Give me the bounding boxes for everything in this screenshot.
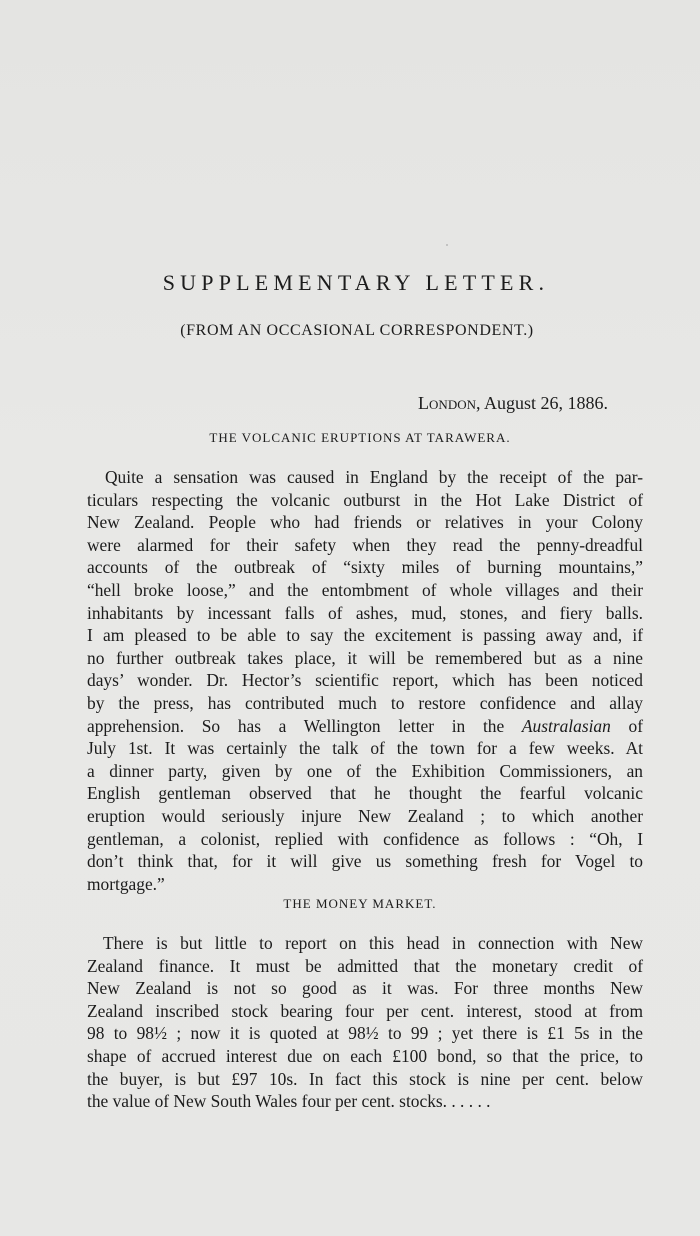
dateline-place: London, — [418, 393, 481, 413]
text-line: inhabitants by incessant falls of ashes, mud, stones, and fiery balls. — [87, 602, 643, 623]
text-line: don’t think that, for it will give us something fresh for Vogel to — [87, 851, 643, 872]
text-line: eruption would seriously injure New Zealand ; to which another — [87, 805, 643, 826]
text-line: a dinner party, given by one of the Exhibition Commissioners, an — [87, 760, 643, 781]
text-line: I am pleased to be able to say the excitement is passing away and, if — [87, 625, 643, 646]
section-heading-money-market: THE MONEY MARKET. — [283, 896, 437, 911]
dateline — [418, 393, 608, 414]
text-segment: apprehension. So has a Wellington letter in the — [87, 715, 505, 736]
text-line: 98 to 98½ ; now it is quoted at 98½ to 99 ; yet there is £1 5s in the — [87, 1023, 643, 1044]
italic-publication-name: Australasian — [521, 715, 611, 736]
text-line: no further outbreak takes place, it will be remembered but as a nine — [87, 647, 643, 668]
text-line-with-italic — [87, 715, 643, 738]
text-line: Zealand finance. It must be admitted that the monetary credit of — [87, 955, 643, 976]
page-subtitle: (FROM AN OCCASIONAL CORRESPONDENT.) — [180, 322, 534, 339]
text-line: Quite a sensation was caused in England by the receipt of the par- — [105, 467, 643, 487]
dateline-date: August 26, 1886. — [480, 393, 608, 413]
text-line: New Zealand is not so good as it was. For three months New — [87, 978, 643, 999]
text-line: English gentleman observed that he thought the fearful volcanic — [87, 783, 643, 804]
text-line: ticulars respecting the volcanic outburst in the Hot Lake District of — [87, 489, 643, 510]
text-line: gentleman, a colonist, replied with confidence as follows : “Oh, I — [87, 828, 643, 849]
paragraph-tarawera — [87, 466, 643, 895]
text-line: the buyer, is but £97 10s. In fact this stock is nine per cent. below — [87, 1068, 643, 1089]
text-line: mortgage.” — [87, 873, 165, 894]
text-line: accounts of the outbreak of “sixty miles of burning mountains,” — [87, 557, 643, 578]
text-line: There is but little to report on this head in connection with New — [103, 933, 643, 953]
section-heading-tarawera: THE VOLCANIC ERUPTIONS AT TARAWERA. — [209, 430, 511, 445]
text-line: were alarmed for their safety when they read the penny-dreadful — [87, 534, 643, 555]
paper-speck — [446, 244, 448, 246]
text-line: by the press, has contributed much to restore confidence and allay — [87, 692, 643, 713]
text-line: Zealand inscribed stock bearing four per cent. interest, stood at from — [87, 1000, 643, 1021]
text-line: days’ wonder. Dr. Hector’s scientific report, which has been noticed — [87, 670, 643, 691]
text-line: shape of accrued interest due on each £100 bond, so that the price, to — [87, 1045, 643, 1066]
text-line: July 1st. It was certainly the talk of the town for a few weeks. At — [87, 738, 643, 759]
page-title: SUPPLEMENTARY LETTER. — [162, 270, 550, 295]
text-segment: of — [610, 715, 643, 736]
text-line: the value of New South Wales four per cent. stocks. . . . . . — [87, 1091, 491, 1112]
paragraph-money-market — [87, 932, 643, 1113]
text-line: “hell broke loose,” and the entombment of whole villages and their — [87, 579, 643, 600]
text-line: New Zealand. People who had friends or relatives in your Colony — [87, 512, 643, 533]
